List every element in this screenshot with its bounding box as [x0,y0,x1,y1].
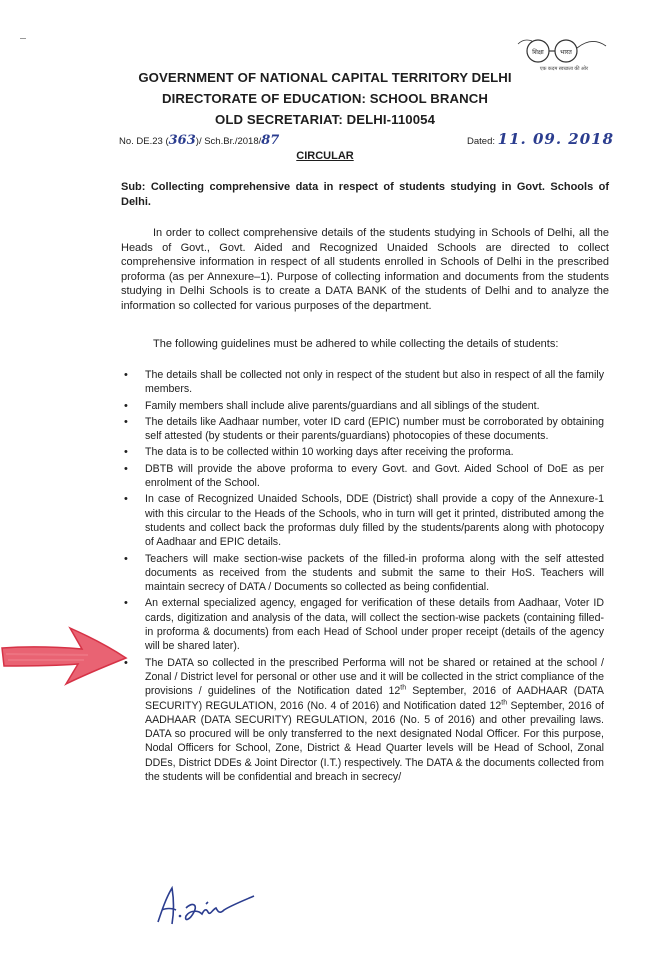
guidelines-intro: The following guidelines must be adhered to while collecting the details of students: [153,338,559,350]
list-item: • Family members shall include alive parents/guardians and all siblings of the student. [124,399,540,412]
reference-prefix: No. DE.23 ( [119,136,169,147]
list-item-text: The data is to be collected within 10 working days after receiving the proforma. [145,446,514,459]
date-label: Dated: [467,136,495,147]
logo-right-text: भारत [560,49,572,56]
logo-tagline: एक कदम स्वच्छता की ओर [539,66,589,72]
date-line [467,130,614,148]
list-item: • In case of Recognized Unaided Schools, DDE (District) shall provide a copy of the Annexure-1 with this circular to the Heads of the Schools, who in turn will get it printed, distributed among the students and collect back the proformas duly filled by the students/parents along with photocopy of Aadhaar and EPIC details. [124,493,604,549]
ordinal-sup-2: th [501,699,508,706]
ordinal-sup-1: th [400,684,407,692]
list-item: • Teachers will make section-wise packets of the filled-in proforma along with the self attested documents as received from the students and submit the same to their HoS. Teachers will maintain secrecy of DATA / Documents so collected as being confidential. [124,552,604,594]
list-item: • The DATA so collected in the prescribed Performa will not be shared or retained at the school / Zonal / District level for personal or other use and it will be collected in the strict compliance of the provisions / guidelines of the Notification dated 12th September, 2016 of AADHAAR (DATA SECURITY) REGULATION, 2016 (No. 4 of 2016) and Notification dated 12th September, 2016 of AADHAAR (DATA SECURITY) REGULATION, 2016 (No. 5 of 2016) and other prevailing laws. DATA so procured will be only transferred to the next designated Nodal Officer. For this purpose, Nodal Officers for School, Zone, District & Head Quarter levels will be Head of School, Zonal DDEs, District DDEs & Joint Director (I.T.) respectively. The DATA & the documents collected from the students will be confidential and breach in secrecy/ [124,656,604,784]
list-item: • The details like Aadhaar number, voter ID card (EPIC) number must be corroborated by obtaining self attested (by students or their parents/guardians) photocopies of these documents. [124,415,604,443]
logo-left-text: शिक्षा [532,49,544,56]
date-value: 11. 09. 2018 [497,130,615,148]
reference-middle: )/ Sch.Br./2018/ [195,136,262,147]
list-item-text: DBTB will provide the above proforma to every Govt. and Govt. Aided School of DoE as per enrolment of the School. [145,462,604,490]
list-item-text: In case of Recognized Unaided Schools, DDE (District) shall provide a copy of the Annexure-1 with this circular to the Heads of the Schools, who in turn will get it printed, distributed among the students and collect back the proformas duly filled by the students/parents along with photocopy of Aadhaar and EPIC details. [145,493,604,549]
notification-text-1: The DATA so collected in the prescribed Performa will not be shared or retained at the school / Zonal / District level for personal or other use and it will be collected in the strict compliance of the provisions / guidelines of the Notification dated 12 [145,656,604,698]
list-item-text [145,657,604,783]
header-line-3: OLD SECRETARIAT: DELHI-110054 [214,112,436,127]
list-item-text: Teachers will make section-wise packets of the filled-in proforma along with the self attested documents as received from the students and submit the same to their HoS. Teachers will maintain secrecy of DATA / Documents so collected as being confidential. [145,552,604,594]
notification-text-2: September, 2016 of AADHAAR (DATA SECURITY) REGULATION, 2016 (No. 4 of 2016) and Notification dated 12 [145,685,604,712]
list-item: • An external specialized agency, engaged for verification of these details from Aadhaar, Voter ID cards, digitization and analysis of the data, will collect the section-wise packets (containing filled-in proforma & documents) from each Head of School under proper receipt (details of the agency will be shared later). [124,597,604,653]
list-item: • The data is to be collected within 10 working days after receiving the proforma. [124,446,514,459]
notification-text-3: September, 2016 of AADHAAR (DATA SECURITY) REGULATION, 2016 (No. 5 of 2016) and other prevailing laws. DATA so procured will be only transferred to the next designated Nodal Officer. For this purpose, Nodal Officers for School, Zone, District & Head Quarter levels will be Head of School, Zonal DDEs, District DDEs & Joint Director (I.T.) respectively. The DATA & the documents collected from the students will be confidential and breach in secrecy/ [145,699,604,784]
guidelines-list [124,368,604,786]
signature [150,880,260,930]
list-item: • DBTB will provide the above proforma to every Govt. and Govt. Aided School of DoE as per enrolment of the School. [124,462,604,490]
intro-paragraph: In order to collect comprehensive details of the students studying in Schools of Delhi, all the Heads of Govt., Govt. Aided and Recognized Unaided Schools are directed to collect comprehensive information in respect of all students enrolled in Schools of Delhi in the prescribed proforma (as per Annexure–1). Purpose of collecting information and documents from the students studying in Delhi Schools is to create a DATA BANK of the students of Delhi and to analyze the information so collected for various purposes of the department. [121,227,609,312]
list-item-text: The details like Aadhaar number, voter ID card (EPIC) number must be corroborated by obtaining self attested (by students or their parents/guardians) photocopies of these documents. [145,415,604,443]
circular-title: CIRCULAR [296,150,354,162]
header-line-1: GOVERNMENT OF NATIONAL CAPITAL TERRITORY DELHI [138,70,512,85]
list-item: • The details shall be collected not only in respect of the student but also in respect of all the family members. [124,369,604,396]
header-line-2: DIRECTORATE OF EDUCATION: SCHOOL BRANCH [161,91,488,106]
reference-number [119,133,279,148]
scan-mark [20,38,26,39]
red-arrow-icon [0,622,128,686]
reference-handwritten-number: 363 [168,133,196,148]
reference-dispatch-number: 87 [261,133,280,148]
subject-line: Sub: Collecting comprehensive data in respect of students studying in Govt. Schools of Delhi. [121,181,609,208]
list-item-text: Family members shall include alive parents/guardians and all siblings of the student. [145,399,540,412]
list-item-text: An external specialized agency, engaged for verification of these details from Aadhaar, Voter ID cards, digitization and analysis of the data, will collect the section-wise packets (containing filled-in proforma & documents) from each Head of School under proper receipt (details of the agency will be shared later). [145,597,604,653]
list-item-text: The details shall be collected not only in respect of the student but also in respect of all the family members. [145,369,604,396]
